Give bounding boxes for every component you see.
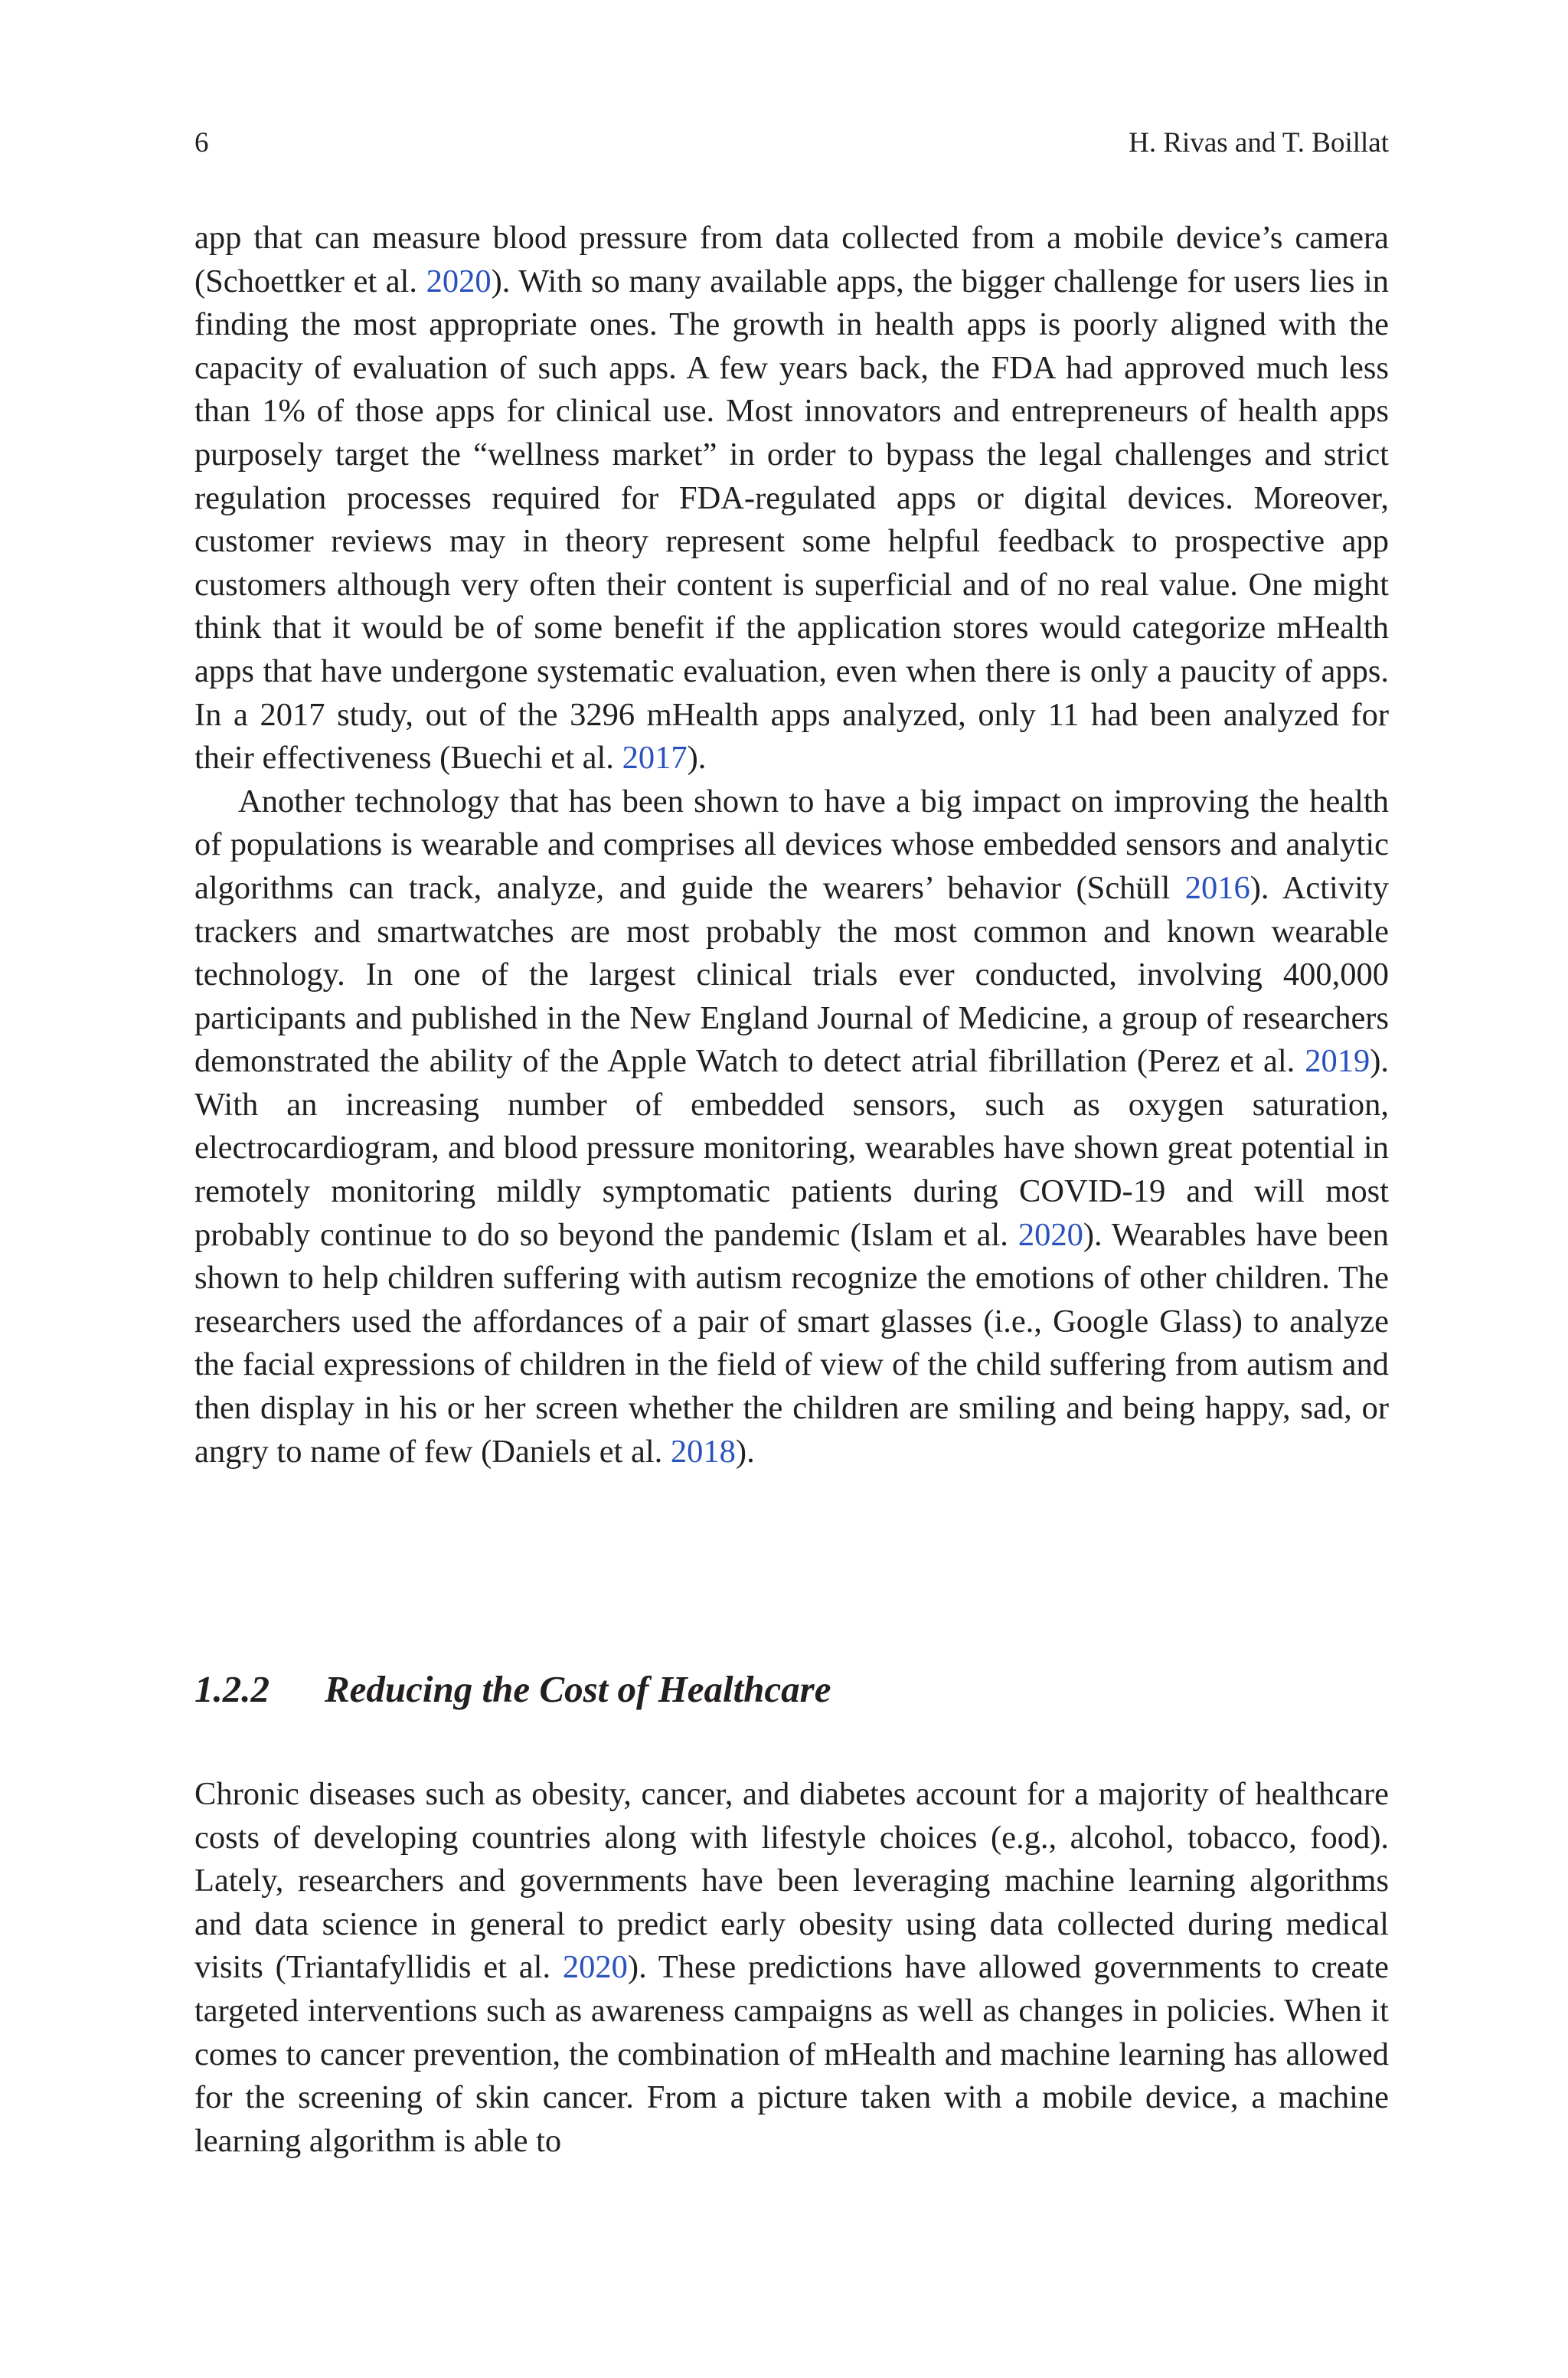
body-text-top (194, 217, 1389, 1474)
paragraph-chronic-diseases: Chronic diseases such as obesity, cancer, and diabetes account for a majority of healthcare costs of developing countries along with lifestyle choices (e.g., alcohol, tobacco, food). Lately, researchers and governments have been leveraging machine learning algorithms and data science in general to predict early obesity using data collected during medical visits (Triantafyllidis et al. 2020). These predictions have allowed governments to create targeted interventions such as awareness campaigns as well as changes in policies. When it comes to cancer prevention, the combination of mHealth and machine learning has allowed for the screening of skin cancer. From a picture taken with a mobile device, a machine learning algorithm is able to (194, 1776, 1389, 2159)
running-head (194, 124, 1389, 162)
section-number: 1.2.2 (194, 1668, 270, 1710)
body-text-bottom (194, 1773, 1389, 2163)
section-heading (194, 1667, 1389, 1712)
paragraph-health-apps: app that can measure blood pressure from data collected from a mobile device’s camera (Schoettker et al. 2020). With so many available apps, the bigger challenge for users lies in finding the most appropriate ones. The growth in health apps is poorly aligned with the capacity of evaluation of such apps. A few years back, the FDA had approved much less than 1% of those apps for clinical use. Most innovators and entrepreneurs of health apps purposely target the “wellness market” in order to bypass the legal challenges and strict regulation processes required for FDA-regulated apps or digital devices. Moreover, customer reviews may in theory represent some helpful feedback to prospective app customers although very often their content is superficial and of no real value. One might think that it would be of some benefit if the application stores would categorize mHealth apps that have undergone systematic evaluation, even when there is only a paucity of apps. In a 2017 study, out of the 3296 mHealth apps analyzed, only 11 had been analyzed for their effectiveness (Buechi et al. 2017). (194, 220, 1389, 777)
page-number: 6 (194, 127, 209, 159)
citation-link[interactable]: 2020 (426, 263, 492, 299)
citation-link[interactable]: 2017 (622, 740, 688, 777)
citation-link[interactable]: 2018 (670, 1433, 736, 1470)
section-title: Reducing the Cost of Healthcare (325, 1668, 831, 1710)
citation-link[interactable]: 2020 (562, 1949, 628, 1986)
paragraph-wearables: Another technology that has been shown to have a big impact on improving the health of populations is wearable and comprises all devices whose embedded sensors and analytic algorithms can track, analyze, and guide the wearers’ behavior (Schüll 2016). Activity trackers and smartwatches are most probably the most common and known wearable technology. In one of the largest clinical trials ever conducted, involving 400,000 participants and published in the New England Journal of Medicine, a group of researchers demonstrated the ability of the Apple Watch to detect atrial fibrillation (Perez et al. 2019). With an increasing number of embedded sensors, such as oxygen saturation, electrocardiogram, and blood pressure monitoring, wearables have shown great potential in remotely monitoring mildly symptomatic patients during COVID-19 and will most probably continue to do so beyond the pandemic (Islam et al. 2020). Wearables have been shown to help children suffering with autism recognize the emotions of other children. The researchers used the affordances of a pair of smart glasses (i.e., Google Glass) to analyze the facial expressions of children in the field of view of the child suffering from autism and then display in his or her screen whether the children are smiling and being happy, sad, or angry to name of few (Daniels et al. 2018). (194, 783, 1389, 1470)
citation-link[interactable]: 2019 (1305, 1043, 1370, 1080)
citation-link[interactable]: 2016 (1184, 869, 1250, 906)
citation-link[interactable]: 2020 (1018, 1216, 1083, 1253)
running-head-authors: H. Rivas and T. Boillat (1129, 127, 1389, 159)
